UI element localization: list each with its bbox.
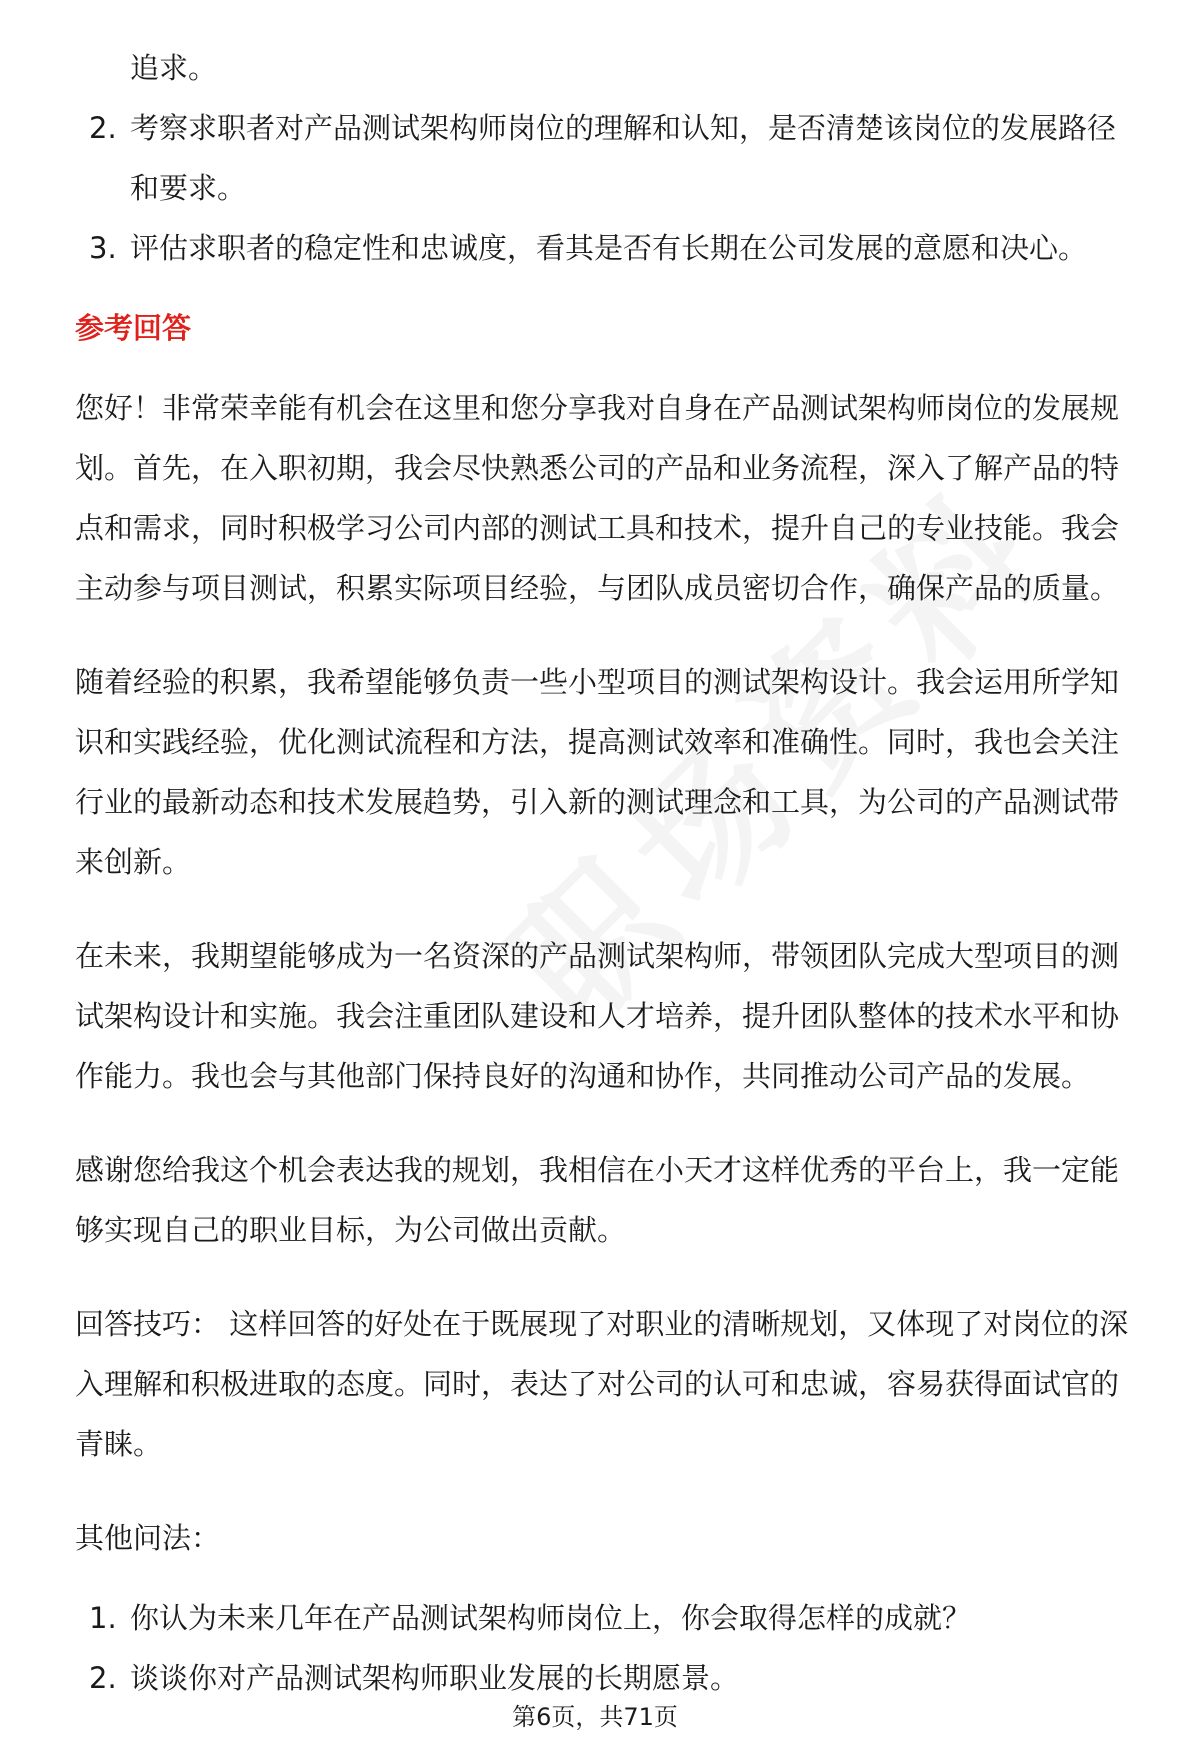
list-number: 2.: [89, 1661, 117, 1695]
other-question-item: 你认为未来几年在产品测试架构师岗位上，你会取得怎样的成就？: [130, 1601, 972, 1635]
paragraph-line: 行业的最新动态和技术发展趋势，引入新的测试理念和工具，为公司的产品测试带: [75, 785, 1120, 819]
other-questions-label: 其他问法：: [75, 1521, 221, 1555]
paragraph-line: 在未来，我期望能够成为一名资深的产品测试架构师，带领团队完成大型项目的测: [75, 939, 1120, 973]
list-item-3-line-1: 评估求职者的稳定性和忠诚度，看其是否有长期在公司发展的意愿和决心。: [130, 231, 1088, 265]
list-number: 1.: [89, 1601, 117, 1635]
paragraph-line: 划。首先，在入职初期，我会尽快熟悉公司的产品和业务流程，深入了解产品的特: [75, 451, 1120, 485]
paragraph-line: 入理解和积极进取的态度。同时，表达了对公司的认可和忠诚，容易获得面试官的: [75, 1367, 1120, 1401]
list-number: 2.: [89, 111, 117, 145]
paragraph-line: 点和需求，同时积极学习公司内部的测试工具和技术，提升自己的专业技能。我会: [75, 511, 1120, 545]
list-number: 3.: [89, 231, 117, 265]
paragraph-line: 主动参与项目测试，积累实际项目经验，与团队成员密切合作，确保产品的质量。: [75, 571, 1120, 605]
paragraph-line: 作能力。我也会与其他部门保持良好的沟通和协作，共同推动公司产品的发展。: [75, 1059, 1091, 1093]
paragraph-line: 青睐。: [75, 1427, 163, 1461]
paragraph-line: 感谢您给我这个机会表达我的规划，我相信在小天才这样优秀的平台上，我一定能: [75, 1153, 1120, 1187]
other-question-item: 谈谈你对产品测试架构师职业发展的长期愿景。: [130, 1661, 740, 1695]
paragraph-line: 来创新。: [75, 845, 192, 879]
paragraph-line: 试架构设计和实施。我会注重团队建设和人才培养，提升团队整体的技术水平和协: [75, 999, 1120, 1033]
paragraph-line: 识和实践经验，优化测试流程和方法，提高测试效率和准确性。同时，我也会关注: [75, 725, 1120, 759]
paragraph-line: 您好！非常荣幸能有机会在这里和您分享我对自身在产品测试架构师岗位的发展规: [75, 391, 1120, 425]
reference-answer-heading: 参考回答: [75, 311, 192, 345]
list-item-2-line-1: 考察求职者对产品测试架构师岗位的理解和认知，是否清楚该岗位的发展路径: [130, 111, 1117, 145]
paragraph-line: 够实现自己的职业目标，为公司做出贡献。: [75, 1213, 627, 1247]
paragraph-line: 随着经验的积累，我希望能够负责一些小型项目的测试架构设计。我会运用所学知: [75, 665, 1120, 699]
list-item-2-line-2: 和要求。: [130, 171, 247, 205]
page-footer: 第6页，共71页: [512, 1703, 678, 1731]
paragraph-line: 回答技巧： 这样回答的好处在于既展现了对职业的清晰规划，又体现了对岗位的深: [75, 1307, 1129, 1341]
list-item-1-tail: 追求。: [130, 51, 218, 85]
